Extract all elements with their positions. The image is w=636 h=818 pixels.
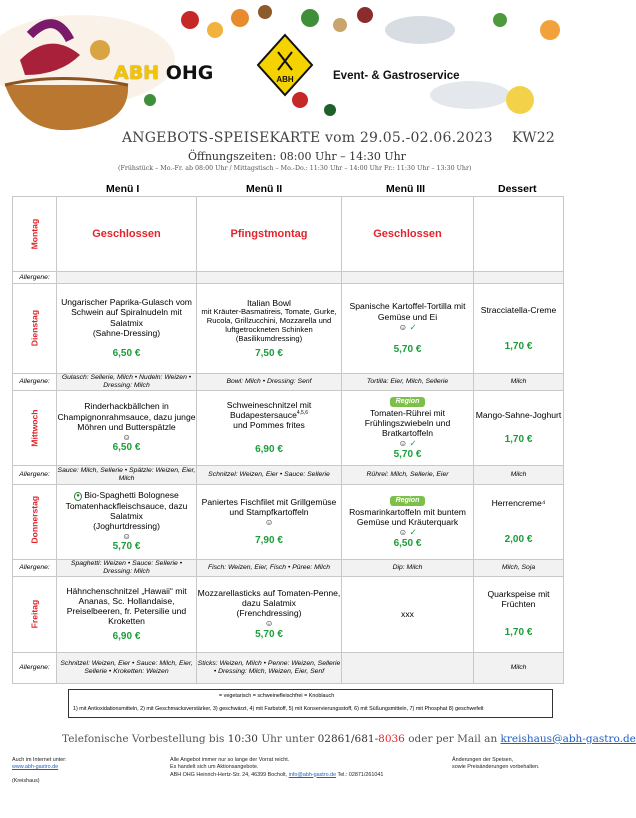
allergen-text — [342, 652, 474, 683]
dish-text: xxx — [401, 609, 414, 620]
dish-note: (Sahne-Dressing) — [92, 327, 161, 338]
footer-tel: Tel.: 02871/261041 — [336, 771, 384, 778]
dish-cell — [57, 390, 197, 465]
allergen-text: Tortilla: Eier, Milch, Sellerie — [342, 374, 474, 391]
row-montag — [13, 197, 564, 272]
dish-cell — [342, 390, 474, 465]
dish-note: (Basilikumdressing) — [235, 333, 303, 343]
dish-text: Paniertes Fischfilet mit Grillgemüse und Stampfkartoffeln — [201, 496, 337, 517]
allergen-text: Schnitzel: Weizen, Eier • Sauce: Sellerie — [197, 465, 342, 484]
allergen-label: Allergene: — [13, 374, 57, 391]
allergen-label: Allergene: — [13, 272, 57, 284]
allergen-text: Rührei: Milch, Sellerie, Eier — [342, 465, 474, 484]
dish-cell — [57, 484, 197, 559]
dish-note: (Joghurtdressing) — [93, 520, 160, 531]
company-name — [114, 62, 213, 84]
allergen-row — [13, 652, 564, 683]
contact-mid2: oder per Mail an — [404, 733, 501, 745]
food-illustration — [0, 0, 575, 130]
dish-cell — [197, 390, 342, 465]
website-link[interactable]: www.abh-gastro.de — [12, 764, 59, 771]
price: 6,50 € — [112, 347, 141, 359]
price: 5,70 € — [112, 541, 141, 553]
contact-mid: Uhr unter — [257, 733, 318, 745]
dish-note: mit Kräuter-Basmatireis, Tomate, Gurke, Rucola, Grillzucchini, Mozzarella und luftgetrockneten Schinken — [201, 306, 337, 334]
dish-text: Mozzarellasticks auf Tomaten-Penne, dazu Salatmix — [197, 587, 341, 609]
dish-cell — [197, 484, 342, 559]
footer-note2: Es handelt sich um Aktionsangebote. — [170, 764, 259, 771]
allergen-row — [13, 272, 564, 284]
additive-sup: 4,5,6 — [296, 409, 308, 416]
dish-closed: Geschlossen — [92, 227, 161, 240]
legend-symbols: = vegetarisch = schweinefleischfrei = Knoblauch — [219, 693, 335, 699]
footer-change2: sowie Preisänderungen vorbehalten. — [452, 764, 540, 771]
contact-prefix: Telefonische Vorbestellung bis — [62, 733, 228, 745]
dish-text: Ungarischer Paprika-Gulasch vom Schwein auf Spiralnudeln mit Salatmix — [61, 297, 192, 328]
allergen-label: Allergene: — [13, 559, 57, 576]
price: 7,90 € — [255, 534, 283, 546]
allergen-text: Bowl: Milch • Dressing: Senf — [197, 374, 342, 391]
col-menu-3: Menü III — [386, 183, 426, 195]
allergen-text: Milch — [474, 374, 564, 391]
dish-tail: und Pommes frites — [233, 419, 305, 430]
price: 6,90 € — [255, 443, 283, 455]
dish-cell — [342, 576, 474, 652]
smiley-icon: ☺ — [264, 618, 274, 629]
legend-additives: 1) mit Antioxidationsmitteln, 2) mit Geschmacksverstärker, 3) geschwärzt, 4) mit Farbstoff, 5) mit Konservierungsstoff, 6) mit Süßungsmitteln, 7) mit Phosphat 8) geschwefelt — [73, 706, 484, 712]
company-abh: ABH — [114, 62, 160, 84]
allergen-text: Sauce: Milch, Sellerie • Spätzle: Weizen, Eier, Milch — [57, 465, 197, 484]
price: 2,00 € — [504, 533, 533, 545]
dish-cell — [474, 484, 564, 559]
row-dienstag — [13, 284, 564, 374]
day-label: Mittwoch — [13, 390, 57, 465]
calendar-week: KW22 — [512, 130, 555, 146]
dish-text: Bio-Spaghetti Bolognese Tomatenhackfleischsauce, dazu Salatmix — [65, 490, 188, 521]
dish-note: (Frenchdressing) — [236, 608, 302, 619]
footer-change1: Änderungen der Speisen, — [452, 757, 514, 763]
allergen-label: Allergene: — [13, 652, 57, 683]
phone-number: 02861/681- — [317, 733, 379, 745]
footer-internet-label: Auch im Internet unter: — [12, 757, 67, 763]
logo-text: ABH — [276, 75, 294, 84]
smiley-icon: ☺ — [122, 531, 131, 541]
event-tagline: Event- & Gastroservice — [333, 70, 460, 82]
dish-text: Mango-Sahne-Joghurt — [475, 409, 562, 420]
bio-icon: ● — [74, 492, 82, 501]
day-label: Montag — [13, 197, 57, 272]
price: 5,70 € — [393, 448, 422, 460]
col-menu-2: Menü II — [246, 183, 283, 195]
allergen-text: Fisch: Weizen, Eier, Fisch • Püree: Milch — [197, 559, 342, 576]
menu-title-text: ANGEBOTS-SPEISEKARTE vom 29.05.-02.06.2023 — [122, 130, 493, 146]
veg-icon: ☺ ✓ — [398, 527, 417, 538]
header-banner — [0, 0, 575, 130]
allergen-text: Milch — [474, 465, 564, 484]
dish-text: Quarkspeise mit Früchten — [487, 589, 550, 610]
allergen-text: Gulasch: Sellerie, Milch • Nudeln: Weizen • Dressing: Milch — [57, 374, 197, 391]
info-email-link[interactable]: info@abh-gastro.de — [288, 771, 337, 778]
dish-cell — [474, 576, 564, 652]
price: 6,50 € — [112, 442, 141, 453]
allergen-row — [13, 465, 564, 484]
legend-box — [68, 689, 553, 718]
allergen-row — [13, 559, 564, 576]
dish-cell — [474, 284, 564, 374]
day-label: Freitag — [13, 576, 57, 652]
dish-closed: Geschlossen — [373, 227, 442, 240]
dish-text: Spanische Kartoffel-Tortilla mit Gemüse und Ei — [349, 301, 466, 322]
dish-text: Hähnchenschnitzel „Hawaii“ mit Ananas, Sc. Hollandaise, Preiselbeeren, fr. Petersilie und Kroketten — [66, 585, 187, 627]
footer-location: (Kreishaus) — [12, 777, 40, 784]
row-donnerstag — [13, 484, 564, 559]
dish-cell — [57, 576, 197, 652]
day-label: Dienstag — [13, 284, 57, 374]
price: 5,70 € — [255, 628, 283, 640]
price: 6,50 € — [393, 537, 422, 549]
row-freitag — [13, 576, 564, 652]
dish-text: Rosmarinkartoffeln mit buntem Gemüse und Kräuterquark — [349, 507, 466, 528]
price: 6,90 € — [112, 630, 141, 642]
footer-middle — [170, 757, 383, 779]
footer-note1: Alle Angebot immer nur so lange der Vorrat reicht. — [170, 757, 290, 763]
dish-text: Schweineschnitzel mit Budapestersauce — [226, 399, 312, 420]
hours-detail: (Frühstück – Mo.-Fr. ab 08:00 Uhr / Mittagstisch – Mo.-Do.: 11:30 Uhr – 14:00 Uhr Fr.: 11:30 Uhr – 13:30 Uhr) — [118, 165, 472, 172]
opening-hours: Öffnungszeiten: 08:00 Uhr – 14:30 Uhr — [188, 150, 406, 163]
dish-cell — [342, 484, 474, 559]
smiley-icon: ☺ — [264, 516, 274, 527]
dish-text: Stracciatella-Creme — [480, 304, 557, 315]
company-ohg: OHG — [165, 62, 214, 84]
dish-cell — [197, 576, 342, 652]
footer-left — [12, 757, 67, 785]
menu-table — [12, 196, 564, 684]
allergen-text: Spaghetti: Weizen • Sauce: Sellerie • Dressing: Milch — [57, 559, 197, 576]
email-link[interactable]: kreishaus@abh-gastro.de — [500, 733, 636, 745]
dish-cell — [342, 284, 474, 374]
veg-icon: ☺ ✓ — [398, 321, 417, 332]
allergen-text: Schnitzel: Weizen, Eier • Sauce: Milch, Eier, Sellerie • Kroketten: Weizen — [57, 652, 197, 683]
price: 1,70 € — [504, 627, 533, 639]
logo-diamond — [258, 35, 312, 95]
price: 7,50 € — [255, 347, 283, 359]
dish-text: Italian Bowl — [247, 297, 291, 308]
dish-text: Rinderhackbällchen in Champignonrahmsauce, dazu junge Möhren und Butterspätzle — [57, 401, 196, 432]
allergen-text: Dip: Milch — [342, 559, 474, 576]
region-badge: Region — [390, 496, 426, 506]
allergen-row — [13, 374, 564, 391]
allergen-text: Milch — [474, 652, 564, 683]
col-menu-1: Menü I — [106, 183, 140, 195]
price: 1,70 € — [504, 433, 533, 445]
price: 5,70 € — [393, 343, 422, 355]
footer-address: ABH OHG Heinrich-Hertz-Str. 24, 46399 Bocholt, — [170, 771, 289, 778]
region-badge: Region — [390, 397, 426, 407]
dish-text: Herrencreme⁴ — [491, 497, 546, 508]
dish-cell — [57, 284, 197, 374]
price: 1,70 € — [504, 340, 533, 352]
veg-icon: ☺ ✓ — [398, 438, 417, 449]
contact-line — [62, 733, 636, 745]
footer-right — [452, 757, 540, 772]
allergen-text: Sticks: Weizen, Milch • Penne: Weizen, Sellerie • Dressing: Milch, Weizen, Eier, Senf — [197, 652, 342, 683]
dish-holiday: Pfingstmontag — [230, 227, 308, 240]
smiley-icon: ☺ — [122, 431, 131, 442]
row-mittwoch — [13, 390, 564, 465]
menu-title — [122, 130, 555, 146]
phone-extension: 8036 — [378, 733, 405, 745]
day-label: Donnerstag — [13, 484, 57, 559]
dish-cell — [474, 390, 564, 465]
contact-time: 10:30 — [227, 733, 258, 745]
dish-text: Tomaten-Rührei mit Frühlingszwiebeln und Bratkartoffeln — [364, 408, 451, 439]
allergen-label: Allergene: — [13, 465, 57, 484]
col-dessert: Dessert — [498, 183, 537, 195]
allergen-text: Milch, Soja — [474, 559, 564, 576]
dish-cell — [197, 284, 342, 374]
